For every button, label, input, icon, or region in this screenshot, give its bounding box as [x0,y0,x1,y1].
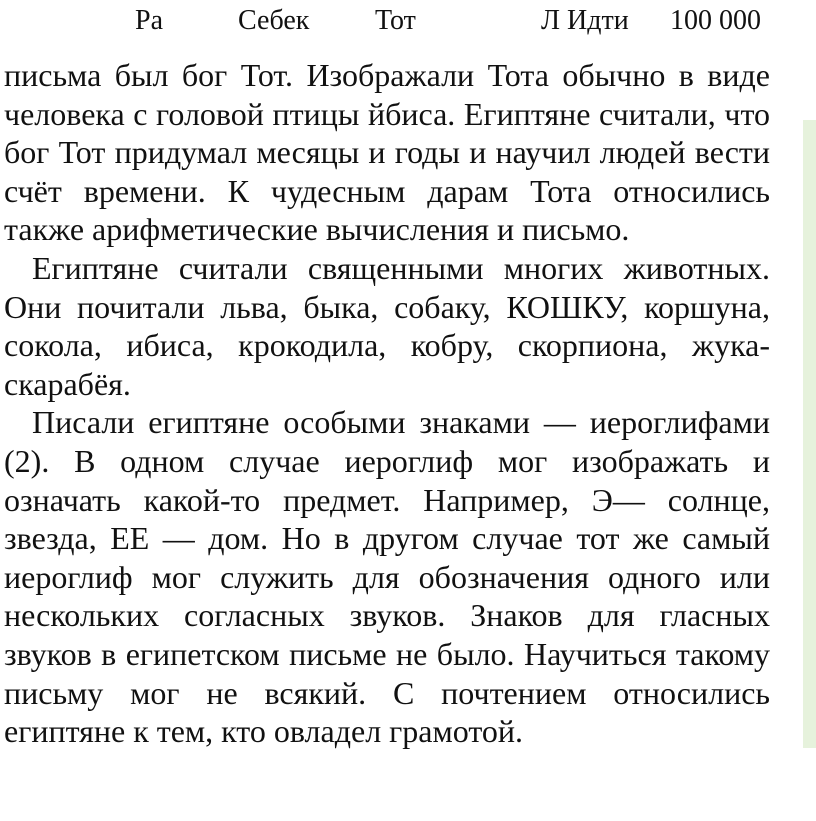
hieroglyph-caption-row [0,4,816,38]
caption-sebek: Себек [238,5,310,36]
paragraph-thoth: письма был бог Тот. Изображали Тота обычно в виде человека с головой птицы йбиса. Египтяне считали, что бог Тот придумал месяцы и годы и научил людей вести счёт времени. К чудесным дарам Тота относились также арифметические вычисления и письмо. [4,57,770,248]
caption-tot: Тот [375,5,416,36]
caption-100000: 100 000 [670,5,761,36]
paragraph-sacred-animals: Египтяне считали священными многих животных. Они почитали льва, быка, собаку, КОШКУ, коршуна, сокола, ибиса, крокодила, кобру, скорпиона, жука-скарабёя. [4,249,770,402]
body-text [4,56,770,751]
caption-ra: Ра [135,5,163,36]
paragraph-hieroglyphs: Писали египтяне особыми знаками — иероглифами (2). В одном случае иероглиф мог изображать и означать какой-то предмет. Например, Э— солнце, звезда, ЕЕ — дом. Но в другом случае тот же самый иероглиф мог служить для обозначения одного или нескольких согласных звуков. Знаков для гласных звуков в египетском письме не было. Научиться такому письму мог не всякий. С почтением относились египтяне к тем, кто овладел грамотой. [4,404,770,750]
page-edge-strip [803,120,816,748]
caption-l-idti: Л Идти [541,5,629,36]
